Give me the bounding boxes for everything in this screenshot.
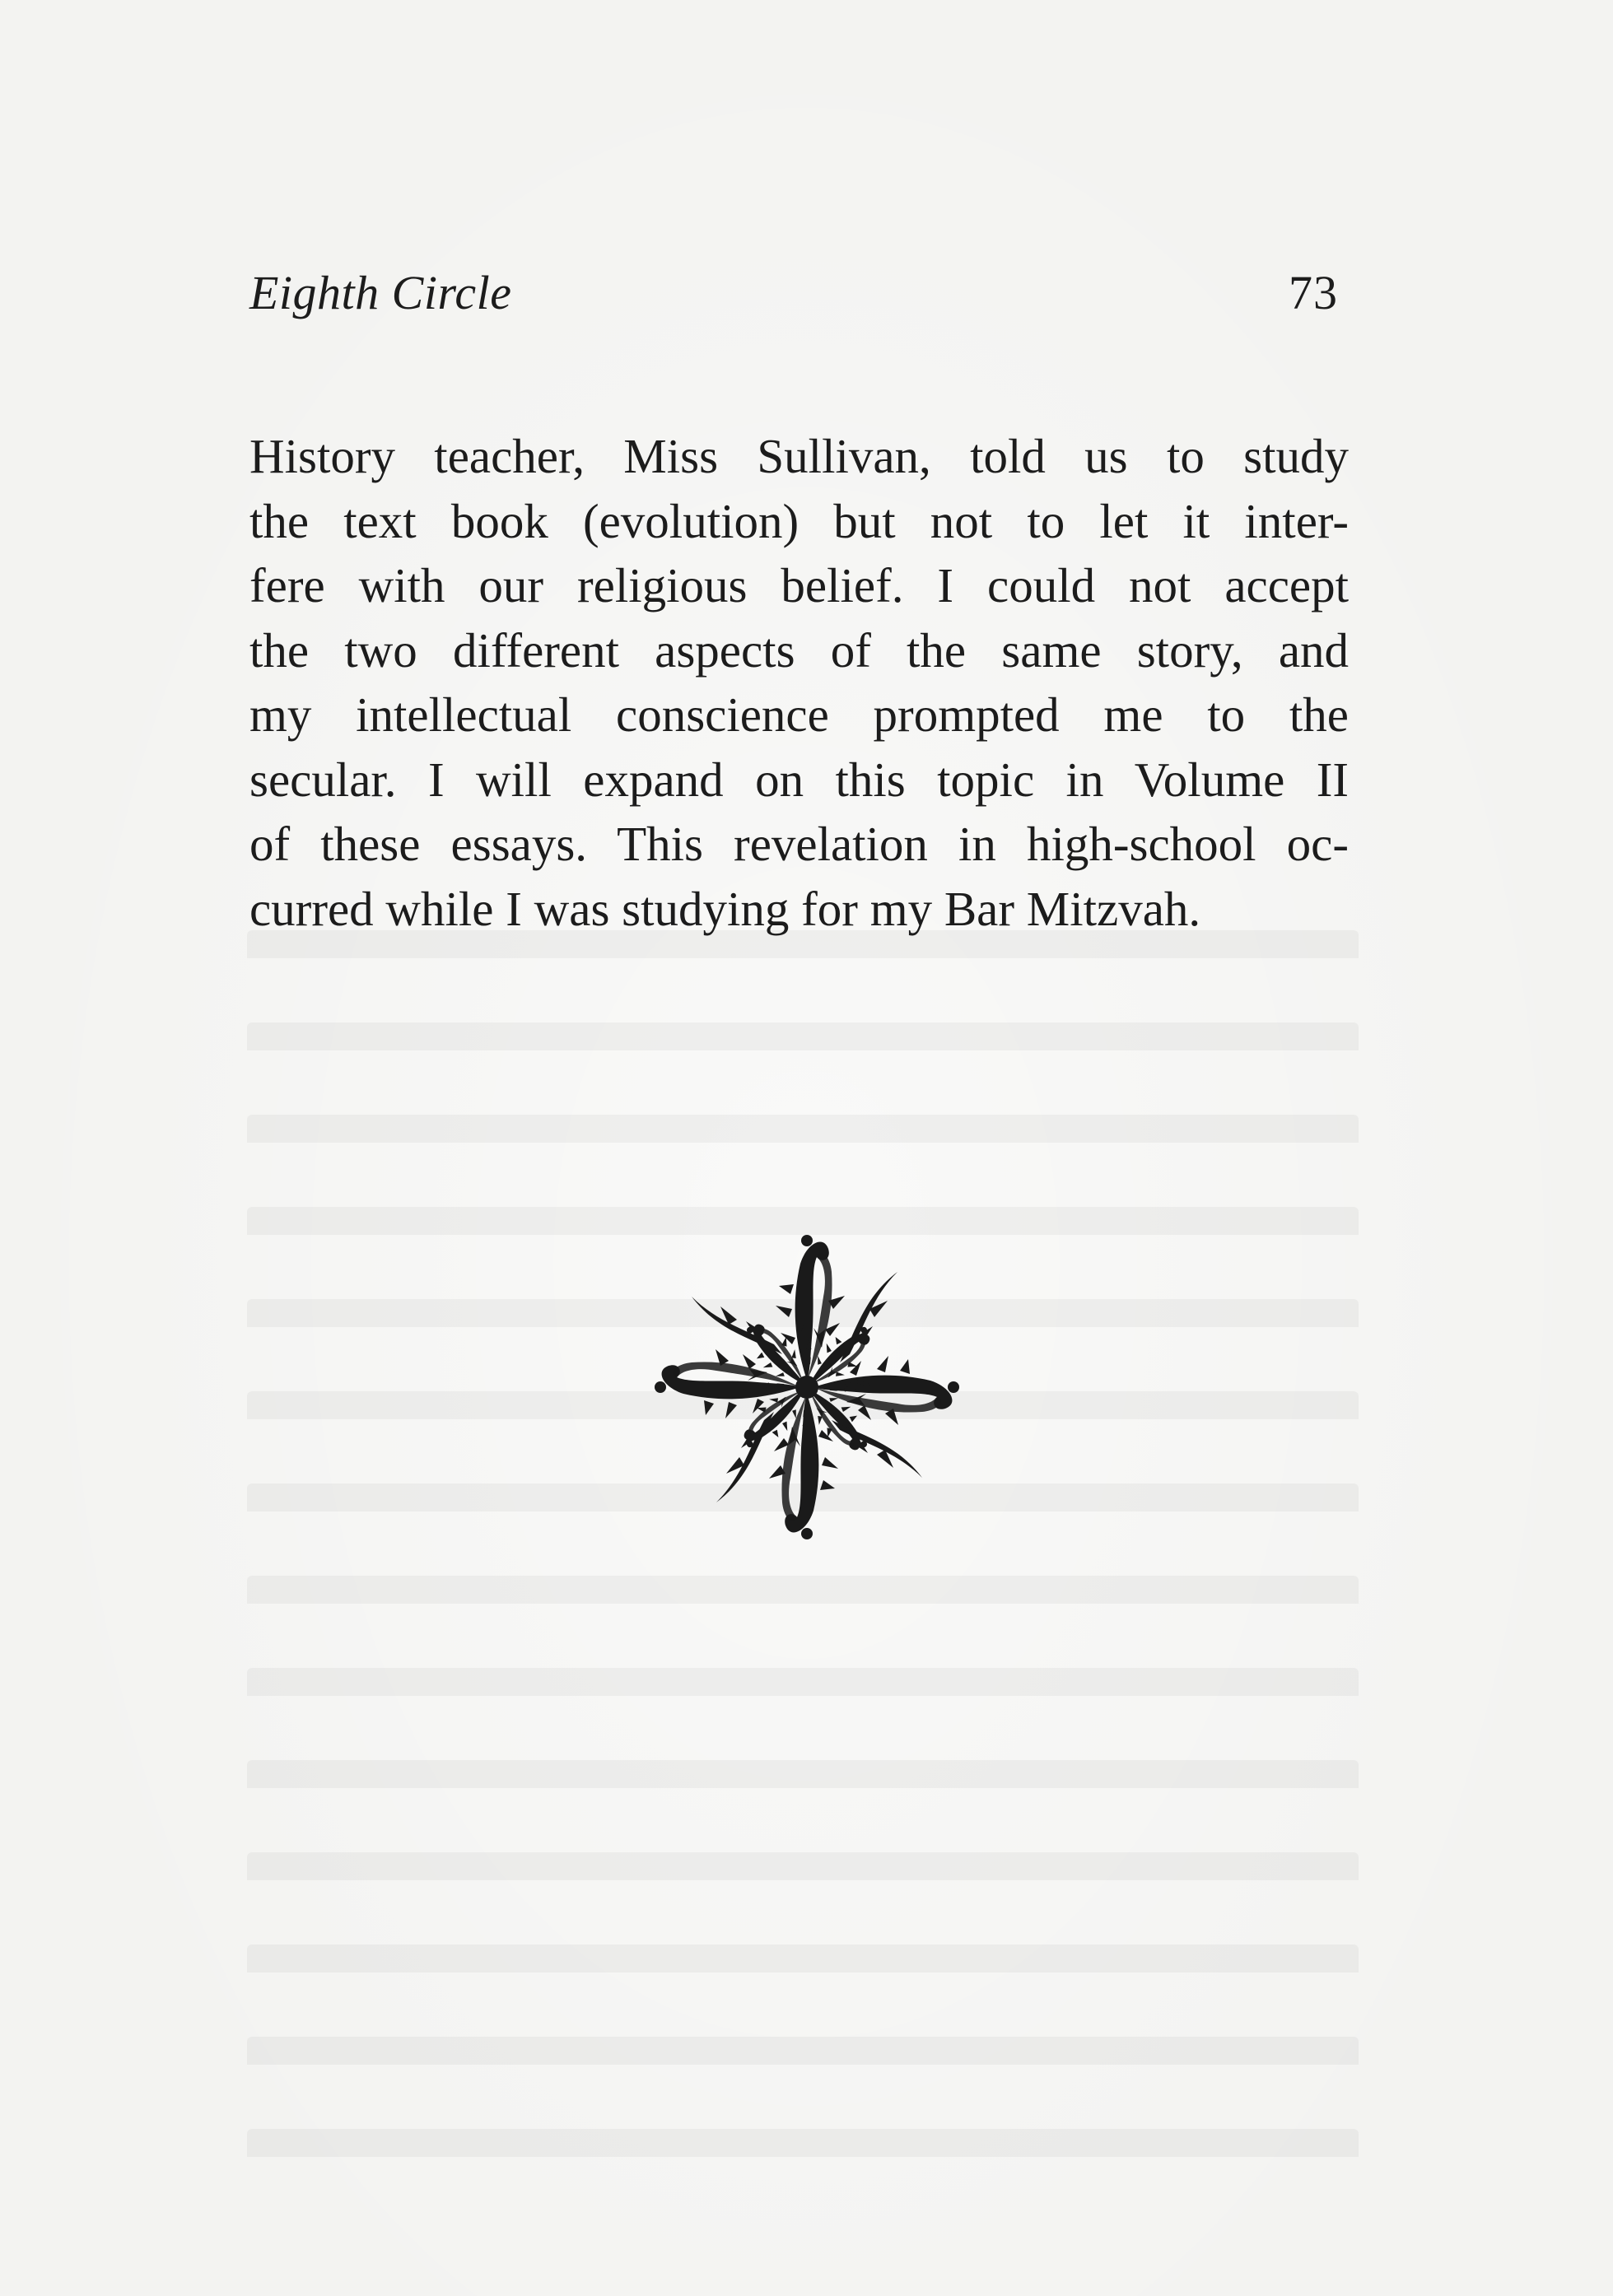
fleuron-arm <box>813 1272 959 1425</box>
fleuron-center <box>795 1376 818 1399</box>
fleuron-ornament-icon <box>638 1218 976 1556</box>
page-number: 73 <box>1289 266 1338 319</box>
text-line: curred while I was studying for my Bar Mitzvah. <box>249 881 1201 936</box>
text-line: History teacher, Miss Sullivan, told us to study <box>249 429 1349 483</box>
body-paragraph <box>249 424 1349 941</box>
text-line: my intellectual conscience prompted me to the <box>249 687 1349 742</box>
text-line: the text book (evolution) but not to let it inter- <box>249 493 1349 548</box>
running-head: Eighth Circle <box>249 266 512 319</box>
fleuron-arm <box>692 1235 845 1381</box>
text-line: secular. I will expand on this topic in Volume II <box>249 752 1349 807</box>
fleuron-arm <box>655 1349 800 1502</box>
text-line: fere with our religious belief. I could not accept <box>249 558 1349 612</box>
fleuron-arm <box>769 1394 922 1539</box>
text-line: the two different aspects of the same story, and <box>249 622 1349 678</box>
fleuron-ornament-svg <box>638 1218 976 1556</box>
text-line: of these essays. This revelation in high-school oc- <box>249 817 1349 871</box>
